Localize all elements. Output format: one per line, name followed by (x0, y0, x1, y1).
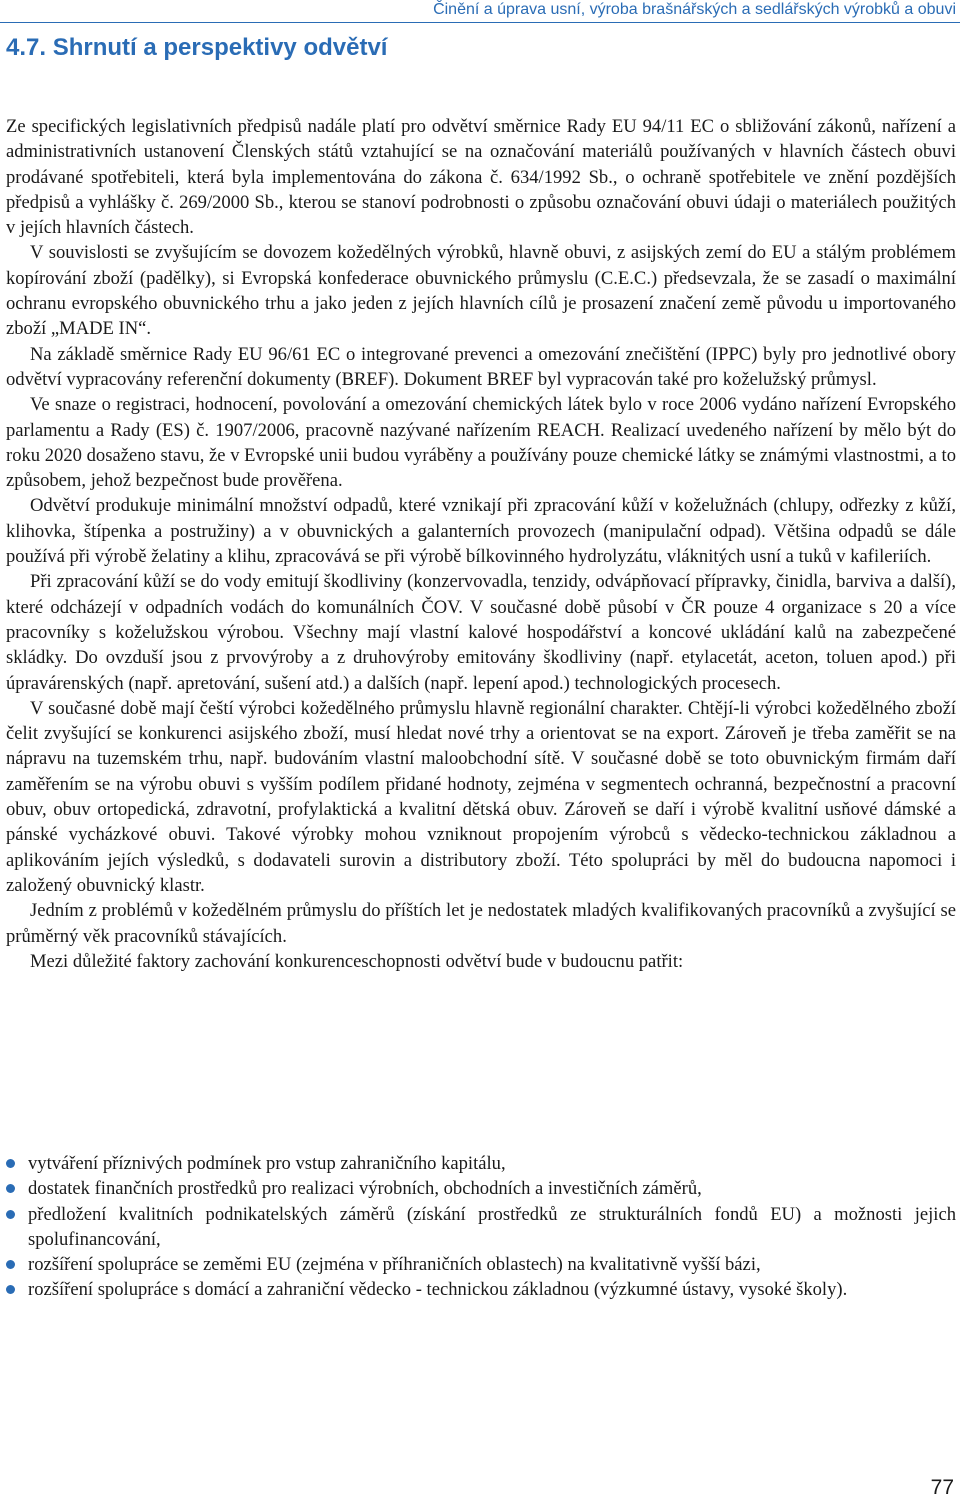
list-item (6, 1176, 956, 1201)
bullet-dot-icon (6, 1184, 15, 1193)
list-item (6, 1202, 956, 1253)
paragraph: V souvislosti se zvyšujícím se dovozem kožedělných výrobků, hlavně obuvi, z asijských zemí do EU a stálým problémem kopírování zboží (padělky), si Evropská konfederace obuvnického průmyslu (C.E.C.) předsevzala, že se zasadí o maximální ochranu evropského obuvnického trhu a jako jeden z jejích hlavních cílů je prosazení značení země původu u importovaného zboží „MADE IN“. (6, 242, 956, 340)
paragraph: Jedním z problémů v kožedělném průmyslu do příštích let je nedostatek mladých kvalifikovaných pracovníků a zvyšující se průměrný věk pracovníků stávajících. (6, 900, 956, 947)
paragraph: Při zpracování kůží se do vody emitují škodliviny (konzervovadla, tenzidy, odvápňovací přípravky, činidla, barviva a další), které odcházejí v odpadních vodách do komunálních ČOV. V současné době působí v ČR pouze 4 organizace s 20 a více pracovníky s koželužskou výrobou. Všechny mají vlastní kalové hospodářství a koncové ukládání kalů na zabezpečené skládky. Do ovzduší jsou z prvovýroby a z druhovýroby emitovány škodliviny (např. etylacetát, aceton, toluen apod.) při úpravárenských (např. apretování, sušení atd.) a dalších (např. lepení apod.) technologických procesech. (6, 571, 956, 694)
paragraph: Odvětví produkuje minimální množství odpadů, které vznikají při zpracování kůží v koželužnách (chlupy, odřezky z kůží, klihovka, štípenka a postružiny) a v obuvnických a galanterních provozech (manipulační odpad). Většina odpadů se dále používá při výrobě želatiny a klihu, zpracovává se při výrobě bílkovinného hydrolyzátu, vláknitých usní a tuků v kafileriích. (6, 495, 956, 568)
paragraph: V současné době mají čeští výrobci kožedělného průmyslu hlavně regionální charakter. Chtějí-li výrobci kožedělného zboží čelit zvyšující se konkurenci asijského zboží, musí hledat nové trhy a orientovat se na export. Zároveň je třeba zaměřit se na nápravu na tuzemském trhu, např. budováním vlastní maloobchodní sítě. V současné době se toto obuvnickým firmám daří zaměřením se na výrobu obuvi s vyšším podílem přidané hodnoty, zejména v segmentech ochranná, bezpečnostní a pracovní obuv, obuv ortopedická, zdravotní, profylaktická a kvalitní dětská obuv. Zároveň se daří i výrobě kvalitní usňové dámské a pánské vycházkové obuvi. Takové výrobky mohou vzniknout propojením výrobců s vědecko-technickou základnou a aplikováním jejích výsledků, s dodavateli surovin a distributory zboží. Této spolupráci by měl do budoucna napomoci i založený obuvnický klastr. (6, 697, 956, 896)
page-number: 77 (930, 1476, 954, 1499)
running-header (0, 0, 960, 23)
bullet-dot-icon (6, 1285, 15, 1294)
list-item (6, 1151, 956, 1176)
running-header-title: Činění a úprava usní, výroba brašnářských a sedlářských výrobků a obuvi (433, 1, 956, 18)
section-title: 4.7. Shrnutí a perspektivy odvětví (6, 34, 388, 61)
list-item-text: dostatek finančních prostředků pro realizaci výrobních, obchodních a investičních záměrů, (28, 1178, 702, 1200)
list-item-text: vytváření příznivých podmínek pro vstup zahraničního kapitálu, (28, 1153, 506, 1174)
list-item (6, 1277, 956, 1302)
paragraph: Mezi důležité faktory zachování konkurenceschopnosti odvětví bude v budoucnu patřit: (30, 950, 684, 972)
list-item-text: rozšíření spolupráce s domácí a zahraniční vědecko - technickou základnou (výzkumné ústavy, vysoké školy). (28, 1279, 848, 1301)
paragraph: Ze specifických legislativních předpisů nadále platí pro odvětví směrnice Rady EU 94/11 EC o sbližování zákonů, nařízení a administrativních ustanovení Členských států vztahující se na označování materiálů používaných v hlavních částech obuvi prodávané spotřebiteli, která byla implementována do zákona č. 634/1992 Sb., o ochraně spotřebitele ve znění pozdějších předpisů a vyhlášky č. 269/2000 Sb., kterou se stanoví podrobnosti o způsobu označování obuvi údaji o materiálech použitých v jejích hlavních částech. (6, 116, 956, 239)
list-item-text: rozšíření spolupráce se zeměmi EU (zejména v příhraničních oblastech) na kvalitativně vyšší bázi, (28, 1254, 761, 1276)
bullet-dot-icon (6, 1210, 15, 1219)
body-text (6, 114, 956, 974)
bullet-dot-icon (6, 1159, 15, 1168)
paragraph: Na základě směrnice Rady EU 96/61 EC o integrované prevenci a omezování znečištění (IPPC) byly pro jednotlivé obory odvětví vypracovány referenční dokumenty (BREF). Dokument BREF byl vypracován také pro koželužský průmysl. (6, 343, 956, 390)
list-item (6, 1252, 956, 1277)
paragraph: Ve snaze o registraci, hodnocení, povolování a omezování chemických látek bylo v roce 2006 vydáno nařízení Evropského parlamentu a Rady (ES) č. 1907/2006, pracovně nazývané nařízením REACH. Realizací uvedeného nařízení by mělo být do roku 2020 dosaženo stavu, že v Evropské unii budou vyráběny a používány pouze chemické látky se známými vlastnostmi, a to způsobem, jehož bezpečnost bude prověřena. (6, 394, 956, 492)
bullet-list (6, 1151, 956, 1303)
list-item-text: předložení kvalitních podnikatelských záměrů (získání prostředků ze strukturálních fondů EU) a možnosti jejich spolufinancování, (28, 1203, 956, 1250)
bullet-dot-icon (6, 1260, 15, 1269)
